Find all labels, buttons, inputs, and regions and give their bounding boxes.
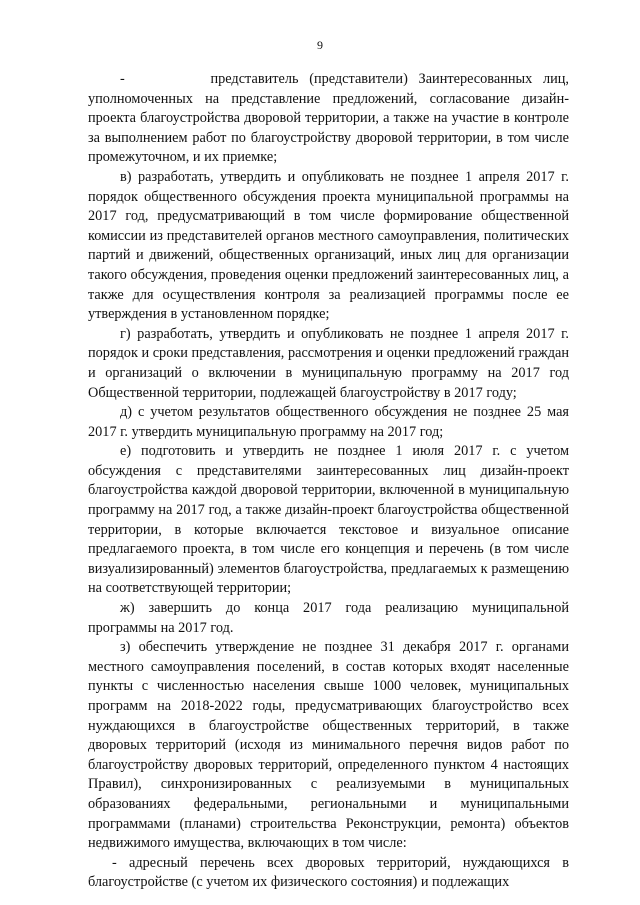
page-number: 9 xyxy=(317,38,323,52)
paragraph-d: д) с учетом результатов общественного обсуждения не позднее 25 мая 2017 г. утвердить муниципальную программу на 2017 год; xyxy=(88,404,569,440)
paragraph-e: е) подготовить и утвердить не позднее 1 июля 2017 г. с учетом обсуждения с представителями заинтересованных лиц дизайн-проект благоустройства каждой дворовой территории, включенной в муниципальную программу на 2017 год, а также дизайн-проект благоустройства общественной территории, в которые включается текстовое и визуальное описание предлагаемого проекта, в том числе его концепция и перечень (в том числе визуализированный) элементов благоустройства, предлагаемых к размещению на соответствующей территории; xyxy=(88,443,569,597)
paragraph-v: в) разработать, утвердить и опубликовать не позднее 1 апреля 2017 г. порядок общественного обсуждения проекта муниципальной программы на 2017 год, предусматривающий в том числе формирование общественной комиссии из представителей органов местного самоуправления, политических партий и движений, общественных организаций, иных лиц для организации такого обсуждения, проведения оценки предложений заинтересованных лиц, а также для осуществления контроля за реализацией программы после ее утверждения в установленном порядке; xyxy=(88,168,569,323)
document-body xyxy=(88,70,569,893)
paragraph-z: з) обеспечить утверждение не позднее 31 декабря 2017 г. органами местного самоуправления поселений, в состав которых входят населенные пункты с численностью населения свыше 1000 человек, муниципальных программ на 2018-2022 годы, предусматривающих благоустройство всех нуждающихся в благоустройстве общественных территорий, в также дворовых территорий (исходя из минимального перечня видов работ по благоустройству дворовых территорий, определенного пунктом 4 настоящих Правил), синхронизированных с реализуемыми в муниципальных образованиях федеральными, региональными и муниципальными программами (планами) строительства Реконструкции, ремонта) объектов недвижимого имущества, включающих в том числе: xyxy=(88,639,569,852)
paragraph-address-list: - адресный перечень всех дворовых территорий, нуждающихся в благоустройстве (с учетом их физического состояния) и подлежащих xyxy=(88,854,569,891)
paragraph-representatives: - представитель (представители) Заинтересованных лиц, уполномоченных на представление предложений, согласование дизайн-проекта благоустройства дворовой территории, а также на участие в контроле за выполнением работ по благоустройству дворовой территории, в том числе промежуточном, и их приемке; xyxy=(88,71,569,166)
paragraph-g: г) разработать, утвердить и опубликовать не позднее 1 апреля 2017 г. порядок и сроки представления, рассмотрения и оценки предложений граждан и организаций о включении в муниципальную программу на 2017 год Общественной территории, подлежащей благоустройству в 2017 году; xyxy=(88,325,569,401)
paragraph-zh: ж) завершить до конца 2017 года реализацию муниципальной программы на 2017 год. xyxy=(88,600,569,636)
